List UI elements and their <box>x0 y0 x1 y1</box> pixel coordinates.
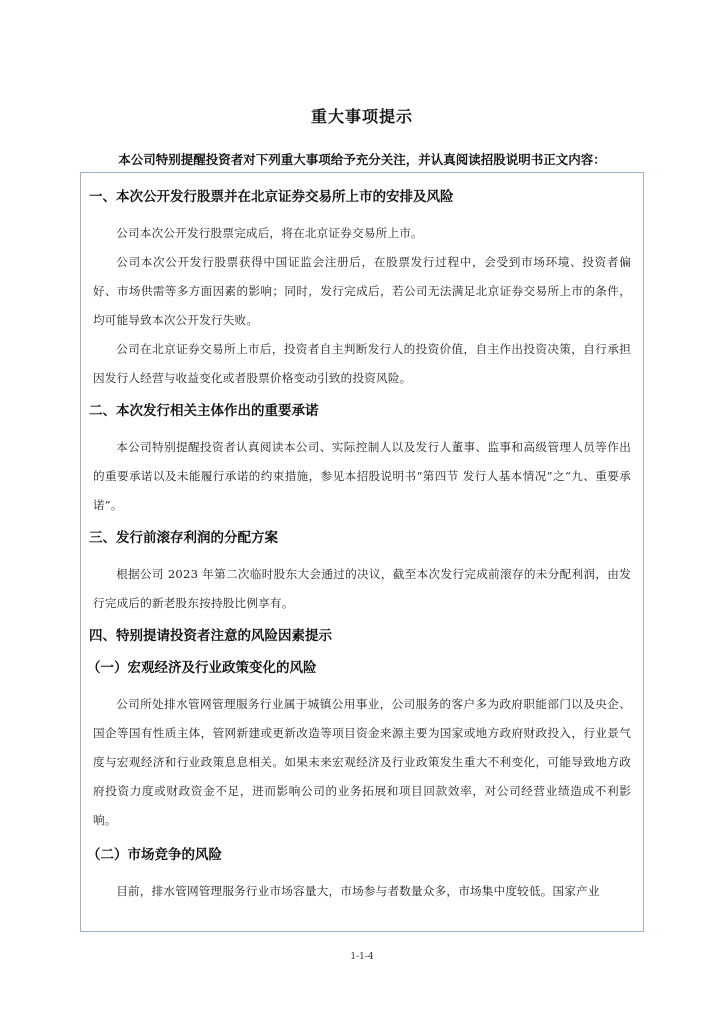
section-1-paragraph-1: 公司本次公开发行股票完成后，将在北京证券交易所上市。 <box>116 226 423 240</box>
section-1-paragraph-3: 公司在北京证券交易所上市后，投资者自主判断发行人的投资价值，自主作出投资决策，自行承担因发行人经营与收益变化或者股票价格变动引致的投资风险。 <box>93 342 631 385</box>
subsection-heading-2: （二）市场竞争的风险 <box>87 847 222 863</box>
page-title: 重大事项提示 <box>310 107 413 126</box>
section-heading-2: 二、本次发行相关主体作出的重要承诺 <box>89 403 319 419</box>
section-heading-3: 三、发行前滚存利润的分配方案 <box>89 530 278 546</box>
subsection-2-paragraph-1: 目前，排水管网管理服务行业市场容量大，市场参与者数量众多，市场集中度较低。国家产业 <box>116 884 600 898</box>
notice-text: 本公司特别提醒投资者对下列重大事项给予充分关注，并认真阅读招股说明书正文内容： <box>118 152 606 167</box>
section-3-paragraph-1: 根据公司 2023 年第二次临时股东大会通过的决议，截至本次发行完成前滚存的未分配利润，由发行完成后的新老股东按持股比例享有。 <box>93 567 631 610</box>
content-box <box>80 172 644 932</box>
subsection-heading-1: （一）宏观经济及行业政策变化的风险 <box>87 660 317 676</box>
subsection-1-paragraph-1: 公司所处排水管网管理服务行业属于城镇公用事业，公司服务的客户多为政府职能部门以及央企、国企等国有性质主体，管网新建或更新改造等项目资金来源主要为国家或地方政府财政投入，行业景气度与宏观经济和行业政策息息相关。如果未来宏观经济及行业政策发生重大不利变化，可能导致地方政府投资力度或财政资金不足，进而影响公司的业务拓展和项目回款效率，对公司经营业绩造成不利影响。 <box>93 697 631 827</box>
section-2-paragraph-1: 本公司特别提醒投资者认真阅读本公司、实际控制人以及发行人董事、监事和高级管理人员等作出的重要承诺以及未能履行承诺的约束措施，参见本招股说明书“第四节 发行人基本情况”之“九、重要承诺”。 <box>93 440 631 512</box>
section-heading-4: 四、特别提请投资者注意的风险因素提示 <box>89 628 332 644</box>
section-1-paragraph-2: 公司本次公开发行股票获得中国证监会注册后，在股票发行过程中，会受到市场环境、投资者偏好、市场供需等多方面因素的影响；同时，发行完成后，若公司无法满足北京证券交易所上市的条件，均可能导致本次公开发行失败。 <box>93 255 631 327</box>
page-number: 1-1-4 <box>350 952 374 962</box>
section-heading-1: 一、本次公开发行股票并在北京证券交易所上市的安排及风险 <box>89 189 454 205</box>
